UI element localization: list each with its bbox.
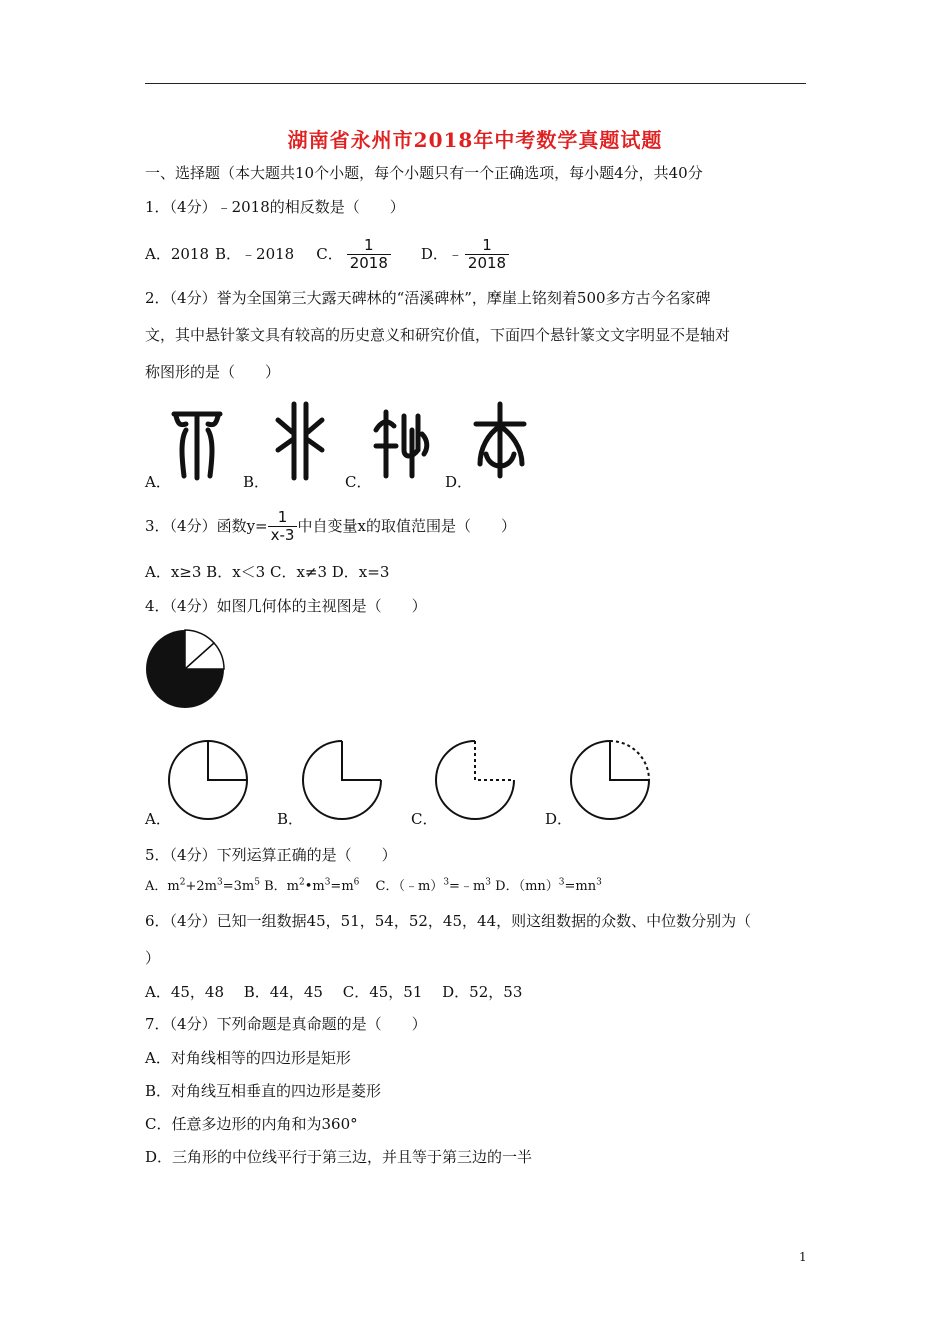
q7-option-d: D．三角形的中位线平行于第三边，并且等于第三边的一半 <box>145 1148 533 1166</box>
q2-line3: 称图形的是（ ） <box>145 363 281 381</box>
q4-stem: 4．（4分）如图几何体的主视图是（ ） <box>145 597 427 615</box>
q7-option-c: C．任意多边形的内角和为360° <box>145 1115 358 1133</box>
seal-char-c-image <box>372 400 434 482</box>
q3-stem <box>145 505 516 547</box>
q7-option-a: A．对角线相等的四边形是矩形 <box>145 1049 351 1067</box>
q7-option-b: B．对角线互相垂直的四边形是菱形 <box>145 1082 382 1100</box>
q5-stem: 5．（4分）下列运算正确的是（ ） <box>145 846 397 864</box>
q6-line1: 6．（4分）已知一组数据45，51，54，52，45，44，则这组数据的众数、中位数分别为（ <box>145 912 752 930</box>
q6-line2: ） <box>145 949 161 967</box>
q1-option-b: B．﹣2018 <box>215 245 295 263</box>
q1-fraction-d: $\frac{1}{2018}$ <box>465 237 509 272</box>
q1-options <box>145 234 509 274</box>
q7-stem: 7．（4分）下列命题是真命题的是（ ） <box>145 1015 427 1033</box>
q2-option-b: B． <box>243 473 270 491</box>
q1-option-d: D．﹣ <box>420 245 463 263</box>
q1-option-c: C． <box>316 245 343 263</box>
q3-stem-post: 中自变量x的取值范围是（ ） <box>297 517 516 535</box>
q3-stem-pre: 3．（4分）函数y= <box>145 517 268 535</box>
q3-options: A．x≥3 B．x＜3 C．x≠3 D．x=3 <box>145 563 390 581</box>
q1-option-a: A．2018 <box>145 245 210 263</box>
q3-fraction: $\frac{1}{x-3}$ <box>268 509 298 544</box>
q2-option-d: D． <box>445 473 473 491</box>
q4-option-d: D． <box>545 810 573 828</box>
q4-option-b: B． <box>277 810 304 828</box>
q2-line1: 2．（4分）誉为全国第三大露天碑林的“浯溪碑林”，摩崖上铭刻着500多方古今名家碑 <box>145 289 711 307</box>
q5-option-b: B．$m^2•m^3=m^6$ <box>264 877 360 894</box>
q4-view-c <box>434 739 516 821</box>
q5-option-c: C．$(﹣m)^3=﹣m^3$ <box>375 877 492 894</box>
q2-option-a: A． <box>145 473 171 491</box>
q4-option-c: C． <box>411 810 438 828</box>
seal-char-b-image <box>272 400 332 482</box>
q4-view-d <box>569 739 651 821</box>
q4-view-b <box>301 739 383 821</box>
q6-options: A．45，48 B．44，45 C．45，51 D．52，53 <box>145 983 523 1001</box>
q2-option-c: C． <box>345 473 372 491</box>
seal-char-a-image <box>170 400 230 482</box>
q1-fraction-c: $\frac{1}{2018}$ <box>347 237 391 272</box>
q2-line2: 文，其中悬针篆文具有较高的历史意义和研究价值，下面四个悬针篆文文字明显不是轴对 <box>145 326 731 344</box>
section-heading: 一、选择题（本大题共10个小题，每个小题只有一个正确选项，每小题4分，共40分 <box>145 164 703 182</box>
page-number: 1 <box>799 1250 807 1264</box>
q1-stem: 1．（4分）﹣2018的相反数是（ ） <box>145 198 405 216</box>
seal-char-d-image <box>470 400 532 482</box>
q5-options <box>145 877 602 897</box>
q5-option-d: D．$(mn)^3=mn^3$ <box>495 877 602 894</box>
q4-view-a <box>167 739 249 821</box>
q4-option-a: A． <box>145 810 171 828</box>
header-rule <box>145 83 806 84</box>
solid-figure <box>144 628 226 710</box>
q5-option-a: A．$m^2+2m^3=3m^5$ <box>145 877 260 894</box>
page-title: 湖南省永州市2018年中考数学真题试题 <box>287 128 663 152</box>
